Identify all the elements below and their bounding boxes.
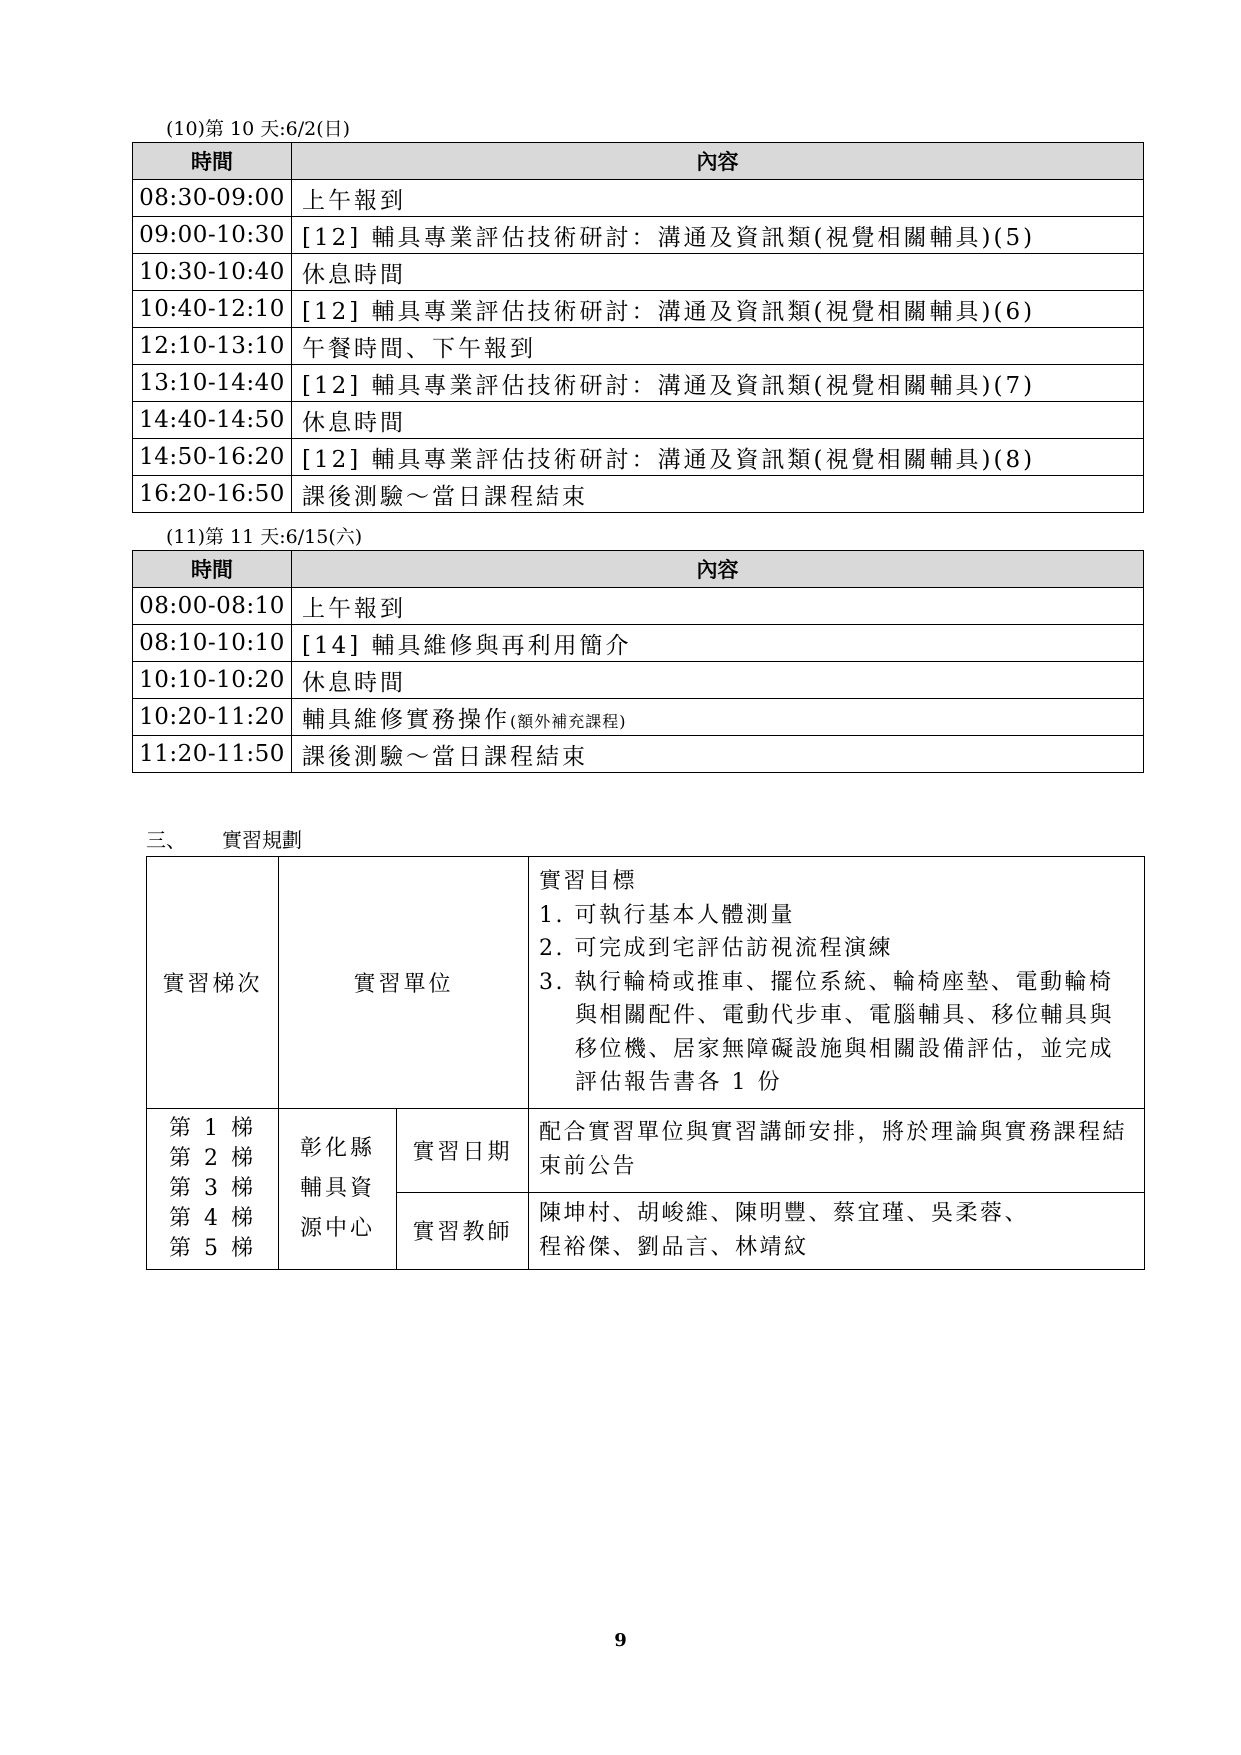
unit-name: [279, 1108, 397, 1269]
time-cell: 12:10-13:10: [133, 328, 292, 365]
content-cell: [14] 輔具維修與再利用簡介: [292, 625, 1144, 662]
table-row: [133, 662, 1144, 699]
table-header-row: [133, 143, 1144, 180]
batch-header: 實習梯次: [147, 857, 279, 1109]
table-row: [133, 402, 1144, 439]
content-cell: [12] 輔具專業評估技術研討：溝通及資訊類(視覺相關輔具)(6): [292, 291, 1144, 328]
goal-title: 實習目標: [539, 869, 638, 894]
internship-date-row: [147, 1108, 1145, 1192]
content-cell: 上午報到: [292, 588, 1144, 625]
header-time: 時間: [133, 551, 292, 588]
section-number: 三、: [146, 828, 186, 852]
header-content: 內容: [292, 551, 1144, 588]
time-cell: 11:20-11:50: [133, 736, 292, 773]
time-cell: 10:40-12:10: [133, 291, 292, 328]
table-row: [133, 588, 1144, 625]
goal-cell: [529, 857, 1145, 1109]
goal-item: 2. 可完成到宅評估訪視流程演練: [539, 936, 893, 961]
date-value: 配合實習單位與實習講師安排，將於理論與實務課程結束前公告: [529, 1108, 1145, 1192]
time-cell: 08:30-09:00: [133, 180, 292, 217]
section-title: 實習規劃: [222, 828, 302, 852]
time-cell: 10:20-11:20: [133, 699, 292, 736]
teacher-line: 程裕傑、劉品言、林靖紋: [539, 1234, 809, 1260]
batch-list: [147, 1108, 279, 1269]
content-cell: 休息時間: [292, 254, 1144, 291]
content-cell: 休息時間: [292, 662, 1144, 699]
table-row: [133, 625, 1144, 662]
day10-caption: (10)第 10 天:6/2(日): [166, 118, 351, 140]
unit-line: 源中心: [299, 1215, 375, 1241]
table-row: [133, 217, 1144, 254]
batch-item: 第 5 梯: [169, 1235, 256, 1261]
header-content: 內容: [292, 143, 1144, 180]
batch-item: 第 3 梯: [169, 1175, 256, 1201]
table-row: [133, 328, 1144, 365]
time-cell: 14:50-16:20: [133, 439, 292, 476]
time-cell: 08:00-08:10: [133, 588, 292, 625]
header-time: 時間: [133, 143, 292, 180]
time-cell: 09:00-10:30: [133, 217, 292, 254]
content-cell: 上午報到: [292, 180, 1144, 217]
teacher-line: 陳坤村、胡峻維、陳明豐、蔡宜瑾、吳柔蓉、: [539, 1200, 1030, 1226]
date-label: 實習日期: [397, 1108, 529, 1192]
batch-item: 第 4 梯: [169, 1205, 256, 1231]
table-row: [133, 476, 1144, 513]
table-row: [133, 365, 1144, 402]
content-cell: [12] 輔具專業評估技術研討：溝通及資訊類(視覺相關輔具)(7): [292, 365, 1144, 402]
internship-header-row: [147, 857, 1145, 1109]
table-header-row: [133, 551, 1144, 588]
table-row: [133, 254, 1144, 291]
batch-item: 第 2 梯: [169, 1145, 256, 1171]
content-cell: [12] 輔具專業評估技術研討：溝通及資訊類(視覺相關輔具)(5): [292, 217, 1144, 254]
content-cell: [292, 699, 1144, 736]
table-row: [133, 736, 1144, 773]
time-cell: 14:40-14:50: [133, 402, 292, 439]
table-row: [133, 180, 1144, 217]
day11-schedule-table: [132, 550, 1144, 773]
time-cell: 08:10-10:10: [133, 625, 292, 662]
day10-schedule-table: [132, 142, 1144, 513]
table-row: [133, 439, 1144, 476]
unit-line: 輔具資: [299, 1175, 375, 1201]
time-cell: 10:30-10:40: [133, 254, 292, 291]
teacher-list: [529, 1192, 1145, 1269]
content-cell: 休息時間: [292, 402, 1144, 439]
page-number: 9: [614, 1630, 627, 1651]
unit-header: 實習單位: [279, 857, 529, 1109]
table-row: [133, 699, 1144, 736]
time-cell: 13:10-14:40: [133, 365, 292, 402]
batch-item: 第 1 梯: [169, 1115, 256, 1141]
content-cell: 課後測驗～當日課程結束: [292, 736, 1144, 773]
table-row: [133, 291, 1144, 328]
content-cell: [12] 輔具專業評估技術研討：溝通及資訊類(視覺相關輔具)(8): [292, 439, 1144, 476]
day11-caption: (11)第 11 天:6/15(六): [166, 526, 363, 548]
unit-line: 彰化縣: [299, 1135, 375, 1161]
internship-table: [146, 856, 1145, 1270]
content-note: (額外補充課程): [510, 711, 627, 731]
teacher-label: 實習教師: [397, 1192, 529, 1269]
section-heading: [146, 824, 302, 853]
content-cell: 午餐時間、下午報到: [292, 328, 1144, 365]
content-text: 輔具維修實務操作: [302, 706, 510, 733]
time-cell: 16:20-16:50: [133, 476, 292, 513]
content-cell: 課後測驗～當日課程結束: [292, 476, 1144, 513]
time-cell: 10:10-10:20: [133, 662, 292, 699]
goal-item: 3. 執行輪椅或推車、擺位系統、輪椅座墊、電動輪椅與相關配件、電動代步車、電腦輔具、移位輔具與移位機、居家無障礙設施與相關設備評估，並完成評估報告書各 1 份: [539, 969, 1115, 1095]
goal-item: 1. 可執行基本人體測量: [539, 902, 795, 928]
